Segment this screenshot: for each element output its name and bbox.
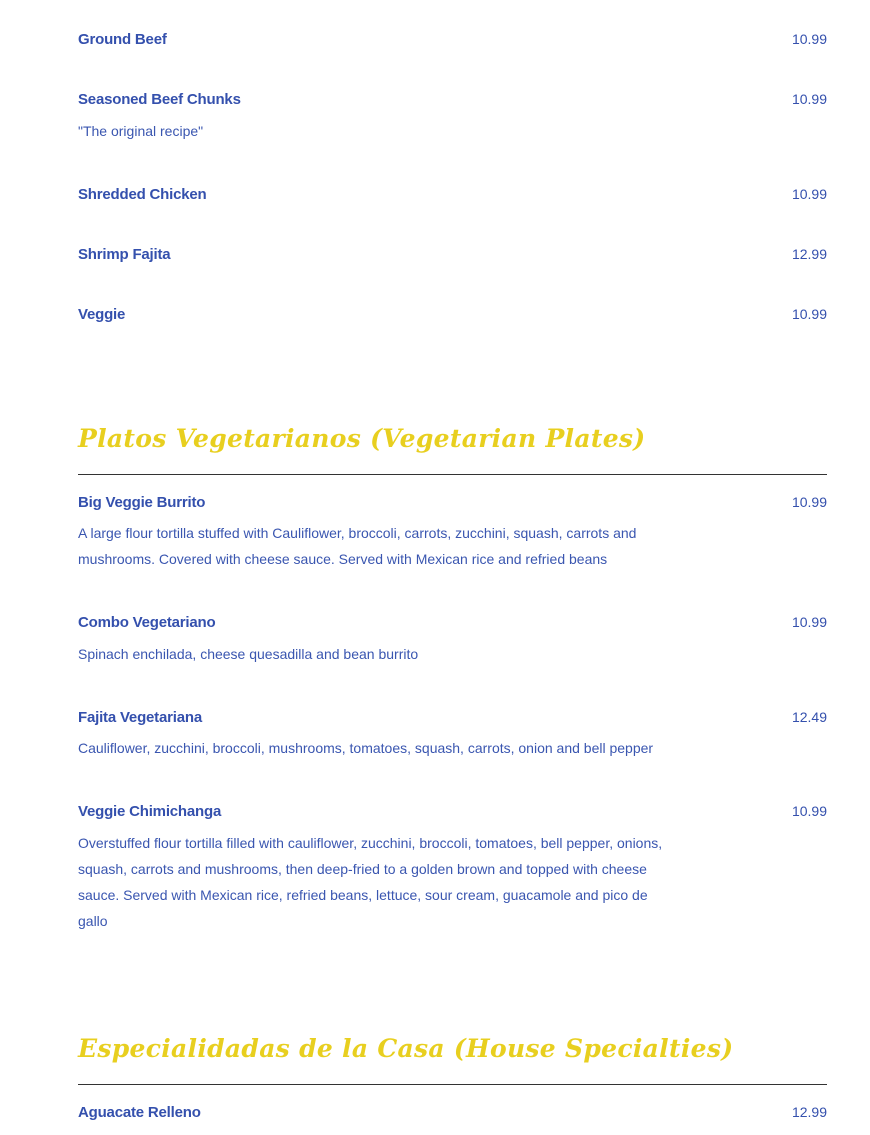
menu-item-name: Veggie Chimichanga	[78, 803, 222, 820]
menu-item	[78, 306, 827, 330]
menu-item	[78, 709, 827, 761]
menu-item-price: 10.99	[791, 186, 827, 202]
menu-item-name: Fajita Vegetariana	[78, 709, 202, 726]
menu-item-description: "The original recipe"	[78, 123, 204, 139]
menu-item-description: Cauliflower, zucchini, broccoli, mushrooms, tomatoes, squash, carrots, onion and bell pepper	[78, 740, 654, 756]
menu-item-price: 10.99	[791, 803, 827, 819]
menu-item-price: 12.99	[791, 1104, 827, 1120]
menu-item-price: 10.99	[791, 91, 827, 107]
section-title-house-specialties: Especialidadas de la Casa (House Specialties)	[78, 1034, 734, 1063]
menu-item-name: Aguacate Relleno	[78, 1104, 201, 1121]
menu-item	[78, 31, 827, 55]
section-divider	[78, 474, 827, 475]
menu-item-name: Shredded Chicken	[78, 186, 207, 203]
menu-item-row	[78, 186, 827, 210]
menu-item-name: Big Veggie Burrito	[78, 494, 206, 511]
menu-item-price: 12.99	[791, 246, 827, 262]
menu-item-name: Ground Beef	[78, 31, 167, 48]
menu-item-row	[78, 246, 827, 270]
section-divider	[78, 1084, 827, 1085]
menu-item-description: Overstuffed flour tortilla filled with cauliflower, zucchini, broccoli, tomatoes, bell pepper, onions, squash, carrots and mushrooms, then deep-fried to a golden brown and topped with cheese sauce. Served with Mexican rice, refried beans, lettuce, sour cream, guacamole and pico de gallo	[78, 835, 663, 929]
menu-item-description: Spinach enchilada, cheese quesadilla and bean burrito	[78, 646, 419, 662]
menu-item-price: 10.99	[791, 494, 827, 510]
menu-item-row	[78, 306, 827, 330]
menu-item-description: A large flour tortilla stuffed with Cauliflower, broccoli, carrots, zucchini, squash, carrots and mushrooms. Covered with cheese sauce. Served with Mexican rice and refried beans	[78, 525, 637, 567]
menu-item	[78, 614, 827, 667]
menu-item-row	[78, 709, 827, 733]
menu-item	[78, 803, 827, 934]
menu-item-price: 10.99	[791, 614, 827, 630]
menu-item-row	[78, 31, 827, 55]
menu-item	[78, 186, 827, 210]
menu-item-name: Shrimp Fajita	[78, 246, 171, 263]
menu-item-name: Combo Vegetariano	[78, 614, 216, 631]
menu-item	[78, 246, 827, 270]
menu-item-row	[78, 91, 827, 115]
menu-item-row	[78, 1104, 827, 1128]
menu-item-row	[78, 614, 827, 638]
menu-item-row	[78, 494, 827, 518]
menu-item-name: Veggie	[78, 306, 126, 323]
menu-item-price: 10.99	[791, 31, 827, 47]
menu-item-price: 12.49	[791, 709, 827, 725]
menu-item	[78, 1104, 827, 1128]
menu-item-name: Seasoned Beef Chunks	[78, 91, 241, 108]
menu-item-price: 10.99	[791, 306, 827, 322]
menu-item	[78, 494, 827, 572]
menu-item-row	[78, 803, 827, 827]
section-title-vegetarian: Platos Vegetarianos (Vegetarian Plates)	[78, 424, 646, 453]
menu-item	[78, 91, 827, 144]
